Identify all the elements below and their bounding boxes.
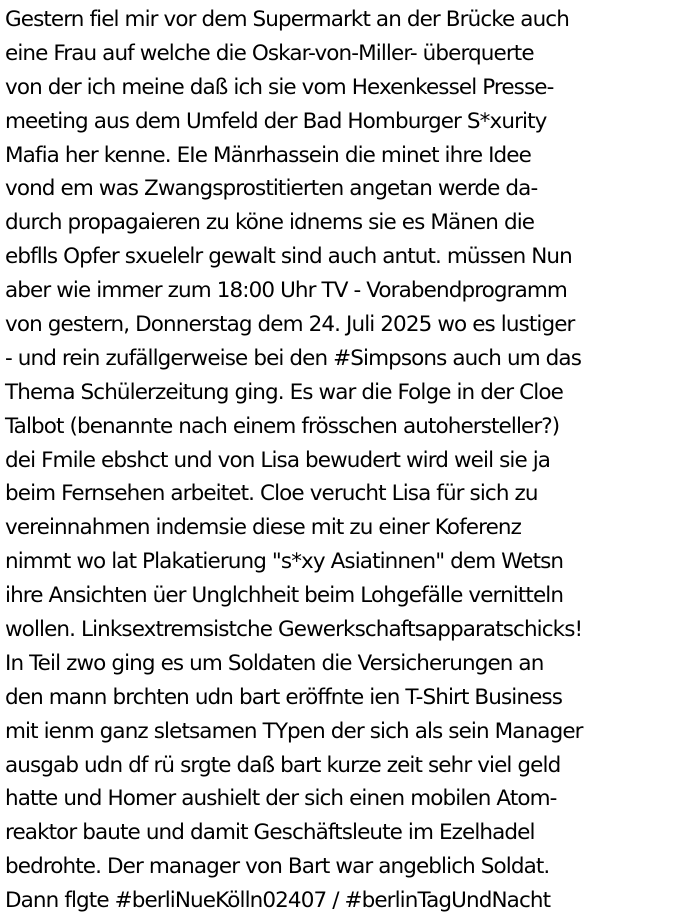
text-line-11: - und rein zufällgerweise bei den #Simpsons auch um das: [5, 345, 581, 371]
text-line-27: Dann flgte #berliNueKölln02407 / #berlinTagUndNacht: [5, 888, 551, 914]
text-line-2: eine Frau auf welche die Oskar-von-Miller- überquerte: [5, 40, 534, 66]
text-line-3: von der ich meine daß ich sie vom Hexenkessel Presse-: [5, 74, 554, 100]
text-line-1: Gestern fiel mir vor dem Supermarkt an der Brücke auch: [5, 7, 569, 32]
text-line-8: ebflls Opfer sxuelelr gewalt sind auch antut. müssen Nun: [5, 244, 572, 270]
text-line-21: den mann brchten udn bart eröffnte ien T-Shirt Business: [5, 684, 563, 710]
text-line-6: vond em was Zwangsprostitierten angetan werde da-: [5, 176, 538, 202]
text-line-22: mit ienm ganz sletsamen TYpen der sich als sein Manager: [5, 718, 583, 744]
text-line-26: bedrohte. Der manager von Bart war angeblich Soldat.: [5, 854, 550, 880]
body-text: [5, 3, 684, 918]
text-line-4: meeting aus dem Umfeld der Bad Homburger S*xurity: [5, 108, 547, 134]
text-line-15: beim Fernsehen arbeitet. Cloe verucht Lisa für sich zu: [5, 481, 538, 507]
text-line-19: wollen. Linksextremsistche Gewerkschaftsapparatschicks!: [5, 617, 583, 643]
text-line-5: Mafia her kenne. EIe Mänrhassein die minet ihre Idee: [5, 142, 531, 168]
text-line-9: aber wie immer zum 18:00 Uhr TV - Vorabendprogramm: [5, 278, 567, 304]
text-line-25: reaktor baute und damit Geschäftsleute im Ezelhadel: [5, 820, 535, 846]
text-line-10: von gestern, Donnerstag dem 24. Juli 2025 wo es lustiger: [5, 312, 575, 338]
text-line-7: durch propagaieren zu köne idnems sie es Mänen die: [5, 210, 535, 236]
text-line-12: Thema Schülerzeitung ging. Es war die Folge in der Cloe: [5, 379, 563, 405]
text-line-16: vereinnahmen indemsie diese mit zu einer Koferenz: [5, 515, 522, 541]
text-line-18: ihre Ansichten üer Unglchheit beim Lohgefälle vernitteln: [5, 583, 564, 609]
text-line-17: nimmt wo lat Plakatierung "s*xy Asiatinnen" dem Wetsn: [5, 549, 564, 575]
text-line-24: hatte und Homer aushielt der sich einen mobilen Atom-: [5, 786, 557, 812]
text-line-23: ausgab udn df rü srgte daß bart kurze zeit sehr viel geld: [5, 752, 561, 778]
text-line-14: dei Fmile ebshct und von Lisa bewudert wird weil sie ja: [5, 447, 551, 473]
text-line-20: In Teil zwo ging es um Soldaten die Versicherungen an: [5, 650, 544, 676]
text-line-13: Talbot (benannte nach einem frösschen autohersteller?): [5, 413, 560, 439]
